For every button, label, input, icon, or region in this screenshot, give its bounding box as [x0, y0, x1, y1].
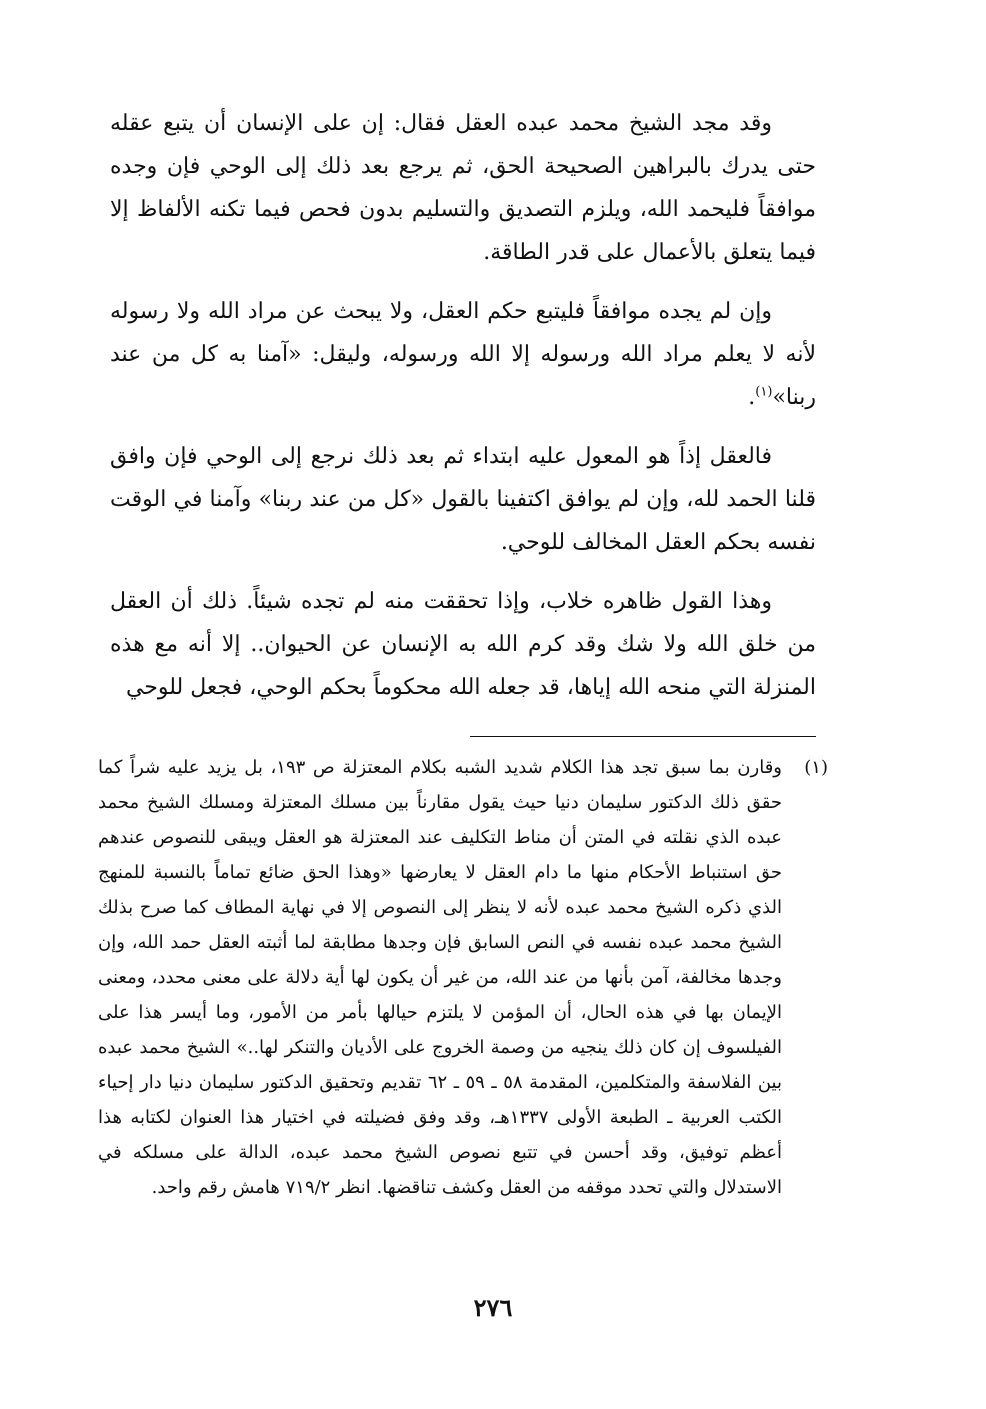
footnote-item: [98, 750, 828, 1205]
paragraph-4: وهذا القول ظاهره خلاب، وإذا تحققت منه لم تجده شيئاً. ذلك أن العقل من خلق الله ولا شك وقد كرم الله به الإنسان عن الحيوان.. إلا أنه مع هذه المنزلة التي منحه الله إياها، قد جعله الله محكوماً بحكم الوحي، فجعل للوحي: [110, 589, 816, 700]
footnotes: [98, 750, 828, 1205]
footnote-marker: (١): [804, 757, 828, 778]
main-text: [110, 102, 816, 709]
page-number: ٢٧٦: [473, 1293, 513, 1322]
paragraph-2-text: وإن لم يجده موافقاً فليتبع حكم العقل، ولا يبحث عن مراد الله ولا رسوله لأنه لا يعلم مراد الله ورسوله إلا الله ورسوله، وليقل: «آمنا به كل من عند ربنا»: [110, 299, 816, 410]
paragraph-2-period: .: [748, 385, 756, 410]
paragraph-1: وقد مجد الشيخ محمد عبده العقل فقال: إن على الإنسان أن يتبع عقله حتى يدرك بالبراهين الصحيحة الحق، ثم يرجع بعد ذلك إلى الوحي فإن وجده موافقاً فليحمد الله، ويلزم التصديق والتسليم بدون فحص فيما تكنه الألفاظ إلا فيما يتعلق بالأعمال على قدر الطاقة.: [110, 111, 816, 265]
footnote-text: وقارن بما سبق تجد هذا الكلام شديد الشبه بكلام المعتزلة ص ١٩٣، بل يزيد عليه شراً كما حقق ذلك الدكتور سليمان دنيا حيث يقول مقارناً بين مسلك المعتزلة ومسلك الشيخ محمد عبده الذي نقلته في المتن أن مناط التكليف عند المعتزلة هو العقل ويبقى للنصوص عندهم حق استنباط الأحكام منها ما دام العقل لا يعارضها «وهذا الحق ضائع تماماً بالنسبة للمنهج الذي ذكره الشيخ محمد عبده لأنه لا ينظر إلى النصوص إلا في نهاية المطاف كما صرح بذلك الشيخ محمد عبده نفسه في النص السابق فإن وجدها مطابقة لما أثبته العقل حمد الله، وإن وجدها مخالفة، آمن بأنها من عند الله، من غير أن يكون لها أية دلالة على معنى محدد، ومعنى الإيمان بها في هذه الحال، أن المؤمن لا يلتزم حيالها بأمر من الأمور، وما أيسر هذا على الفيلسوف إن كان ذلك ينجيه من وصمة الخروج على الأديان والتنكر لها..» الشيخ محمد عبده بين الفلاسفة والمتكلمين، المقدمة ٥٨ ـ ٥٩ ـ ٦٢ تقديم وتحقيق الدكتور سليمان دنيا دار إحياء الكتب العربية ـ الطبعة الأولى ١٣٣٧هـ، وقد وفق فضيلته في اختيار هذا العنوان لكتابه هذا أعظم توفيق، وقد أحسن في تتبع نصوص الشيخ محمد عبده، الدالة على مسلكه في الاستدلال والتي تحدد موقفه من العقل وكشف تناقضها. انظر ٧١٩/٢ هامش رقم واحد.: [98, 757, 782, 1198]
paragraph-2: [110, 290, 816, 419]
footnote-separator: [470, 736, 816, 737]
paragraph-3: فالعقل إذاً هو المعول عليه ابتداء ثم بعد ذلك نرجع إلى الوحي فإن وافق قلنا الحمد لله، وإن لم يوافق اكتفينا بالقول «كل من عند ربنا» وآمنا في الوقت نفسه بحكم العقل المخالف للوحي.: [110, 444, 816, 555]
footnote-reference[interactable]: (١): [755, 384, 773, 400]
